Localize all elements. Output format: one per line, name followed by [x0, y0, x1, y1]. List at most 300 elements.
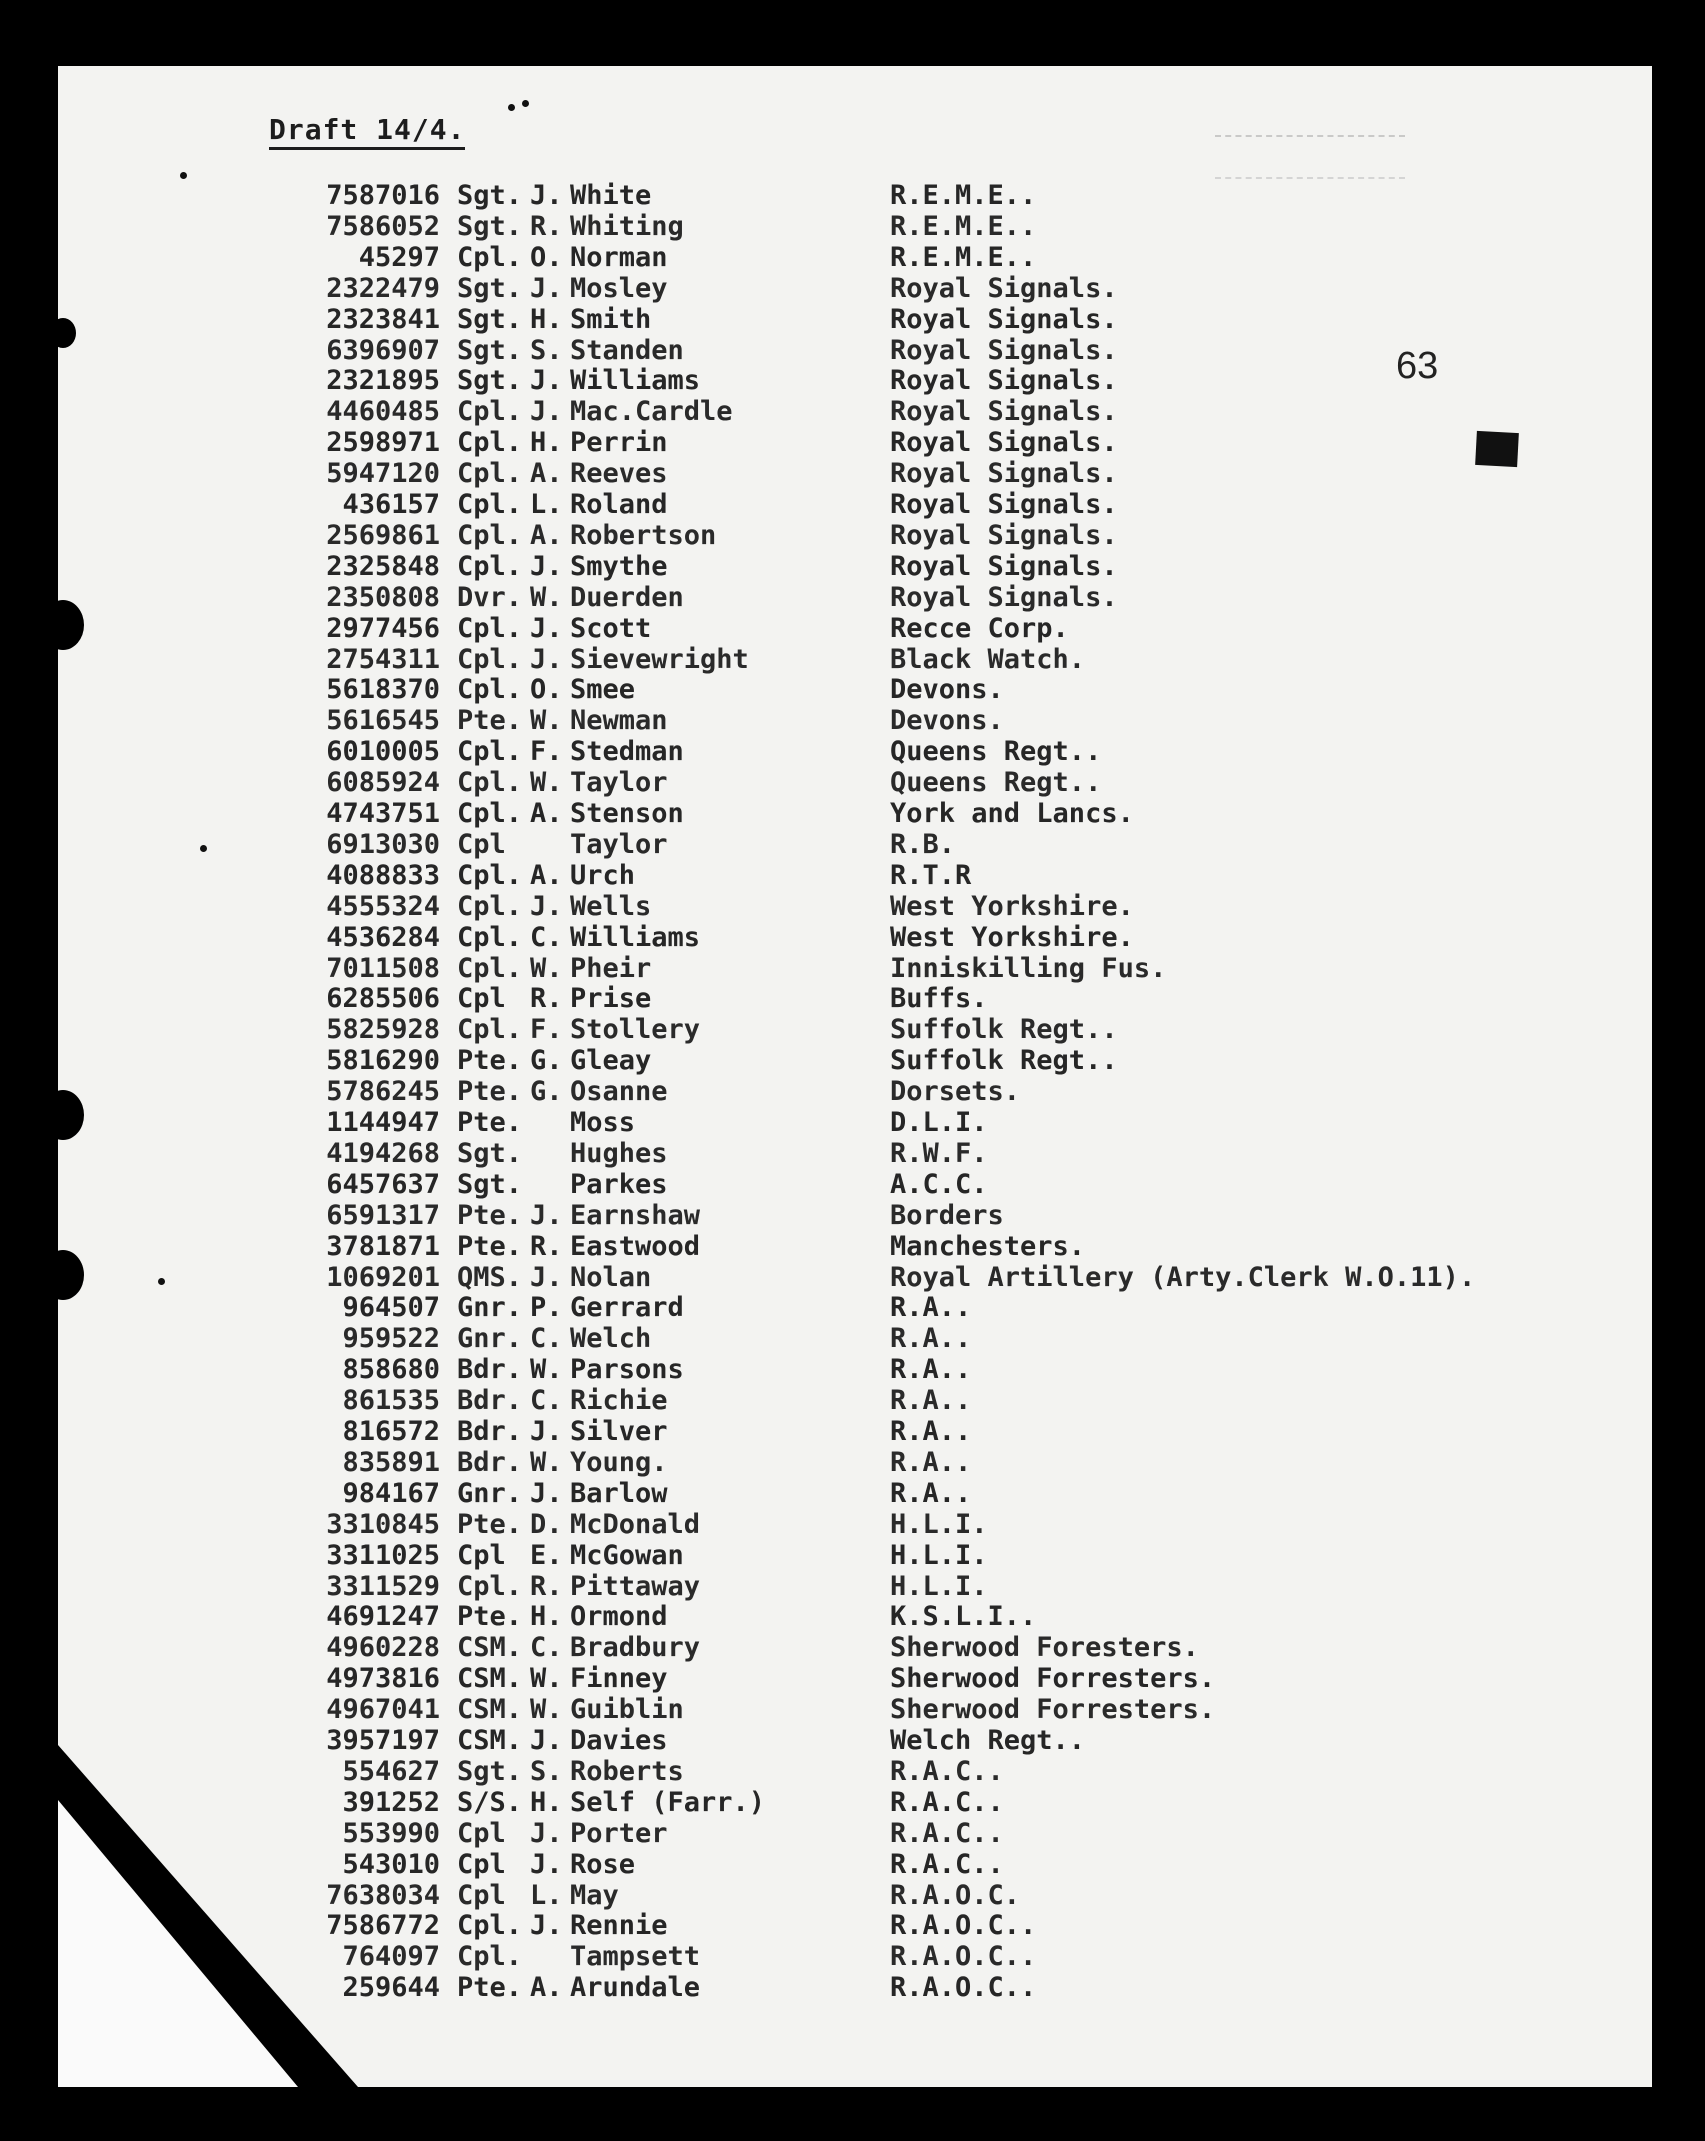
entry-surname: Silver	[570, 1416, 668, 1447]
entry-rank: Pte.	[457, 1045, 523, 1077]
entry-num: 391252	[342, 1786, 440, 1818]
entry-init: J.	[530, 1725, 563, 1756]
entry-init: W.	[530, 952, 563, 984]
list-item	[0, 1571, 1705, 1602]
list-item	[0, 304, 1705, 335]
entry-unit: Royal Artillery (Arty.Clerk W.O.11).	[890, 1261, 1476, 1293]
list-item	[0, 1694, 1705, 1725]
entry-rank: Pte.	[457, 1199, 523, 1231]
entry-num: 835891	[342, 1446, 440, 1478]
entry-num: 4743751	[326, 798, 440, 829]
list-item	[0, 1014, 1705, 1045]
list-item	[0, 180, 1705, 211]
entry-rank: Pte.	[457, 705, 523, 737]
list-item	[0, 1941, 1705, 1972]
entry-num: 4194268	[326, 1137, 440, 1169]
list-item	[0, 396, 1705, 427]
entry-unit: Devons.	[890, 705, 1004, 737]
ink-speck	[508, 104, 515, 111]
entry-init: W.	[530, 767, 563, 799]
entry-init: O.	[530, 674, 563, 706]
list-item	[0, 953, 1705, 984]
entry-unit: Royal Signals.	[890, 519, 1118, 551]
entry-surname: Arundale	[570, 1972, 701, 2004]
entry-rank: Cpl	[457, 1539, 506, 1571]
entry-rank: Sgt.	[457, 1755, 523, 1787]
list-item	[0, 427, 1705, 458]
entry-init: S.	[530, 334, 563, 366]
list-item	[0, 335, 1705, 366]
entry-num: 7586052	[326, 210, 440, 242]
entry-num: 3781871	[326, 1230, 440, 1262]
entry-init: R.	[530, 983, 563, 1015]
entry-num: 764097	[342, 1941, 440, 1973]
entry-unit: Devons.	[890, 674, 1004, 706]
entry-rank: Cpl	[457, 983, 506, 1015]
entry-surname: Parkes	[570, 1168, 668, 1200]
entry-num: 4460485	[326, 396, 440, 428]
entry-surname: Rose	[570, 1848, 636, 1880]
list-item	[0, 1478, 1705, 1509]
entry-init: L.	[530, 489, 563, 520]
entry-init: F.	[530, 736, 563, 768]
entry-surname: Taylor	[570, 828, 668, 860]
entry-num: 4536284	[326, 921, 440, 953]
entry-rank: Cpl.	[457, 427, 523, 459]
entry-num: 6010005	[326, 736, 440, 768]
entry-rank: Sgt.	[457, 303, 523, 335]
entry-rank: Cpl.	[457, 241, 523, 273]
entry-num: 2569861	[326, 519, 440, 551]
entry-num: 2754311	[326, 643, 440, 675]
entry-rank: Cpl	[457, 1879, 506, 1911]
entry-surname: Scott	[570, 612, 652, 644]
entry-init: R.	[530, 1230, 563, 1262]
entry-init: J.	[530, 1910, 563, 1942]
entry-init: J.	[530, 1817, 563, 1849]
list-item	[0, 891, 1705, 922]
list-item	[0, 860, 1705, 891]
entry-num: 4973816	[326, 1663, 440, 1695]
entry-unit: Royal Signals.	[890, 458, 1118, 490]
entry-init: J.	[530, 180, 563, 211]
entry-num: 6396907	[326, 334, 440, 366]
entry-init: R.	[530, 210, 563, 242]
entry-rank: Sgt.	[457, 1137, 523, 1169]
list-item	[0, 1200, 1705, 1231]
entry-init: E.	[530, 1539, 563, 1571]
entry-unit: R.A.O.C..	[890, 1972, 1037, 2004]
list-item	[0, 674, 1705, 705]
list-item	[0, 1756, 1705, 1787]
entry-init: J.	[530, 396, 563, 428]
entry-surname: Young.	[570, 1446, 668, 1478]
entry-init: J.	[530, 1416, 563, 1447]
entry-unit: D.L.I.	[890, 1107, 988, 1138]
entry-unit: Royal Signals.	[890, 427, 1118, 459]
entry-surname: McGowan	[570, 1539, 684, 1571]
entry-rank: Gnr.	[457, 1292, 523, 1324]
entry-surname: Prise	[570, 983, 652, 1015]
entry-rank: CSM.	[457, 1632, 523, 1664]
entry-surname: Eastwood	[570, 1230, 701, 1262]
list-item	[0, 458, 1705, 489]
entry-num: 436157	[342, 489, 440, 520]
entry-unit: R.A.C..	[890, 1786, 1004, 1818]
entry-surname: Rennie	[570, 1910, 668, 1942]
entry-init: L.	[530, 1879, 563, 1911]
entry-init: J.	[530, 1199, 563, 1231]
list-item	[0, 551, 1705, 582]
entry-rank: Cpl.	[457, 612, 523, 644]
entry-surname: Whiting	[570, 210, 684, 242]
entry-num: 7638034	[326, 1879, 440, 1911]
entry-rank: Gnr.	[457, 1323, 523, 1355]
entry-rank: Cpl.	[457, 767, 523, 799]
entry-init: G.	[530, 1045, 563, 1077]
entry-surname: McDonald	[570, 1508, 701, 1540]
entry-init: S.	[530, 1755, 563, 1787]
entry-num: 2350808	[326, 581, 440, 613]
entry-init: J.	[530, 890, 563, 922]
entry-rank: Dvr.	[457, 581, 523, 613]
entry-init: J.	[530, 1261, 563, 1293]
entry-init: R.	[530, 1570, 563, 1602]
entry-num: 2598971	[326, 427, 440, 459]
entry-rank: Pte.	[457, 1508, 523, 1540]
entry-surname: Davies	[570, 1725, 668, 1756]
entry-unit: Royal Signals.	[890, 489, 1118, 520]
entry-surname: Finney	[570, 1663, 668, 1695]
entry-surname: Guiblin	[570, 1694, 684, 1726]
list-item	[0, 520, 1705, 551]
entry-rank: Cpl.	[457, 519, 523, 551]
entry-num: 984167	[342, 1477, 440, 1509]
entry-surname: Welch	[570, 1323, 652, 1355]
list-item	[0, 211, 1705, 242]
entry-surname: Earnshaw	[570, 1199, 701, 1231]
entry-num: 1144947	[326, 1107, 440, 1138]
entry-surname: Urch	[570, 859, 636, 891]
entry-rank: Bdr.	[457, 1354, 523, 1386]
entry-init: A.	[530, 859, 563, 891]
list-item	[0, 983, 1705, 1014]
entry-rank: Bdr.	[457, 1446, 523, 1478]
entry-unit: H.L.I.	[890, 1539, 988, 1571]
entry-init: J.	[530, 1477, 563, 1509]
entry-unit: R.A..	[890, 1292, 972, 1324]
entry-num: 858680	[342, 1354, 440, 1386]
list-item	[0, 767, 1705, 798]
entry-unit: Royal Signals.	[890, 334, 1118, 366]
entry-init: W.	[530, 1354, 563, 1386]
entry-init: W.	[530, 581, 563, 613]
list-item	[0, 365, 1705, 396]
entry-surname: Smee	[570, 674, 636, 706]
entry-unit: R.A.C..	[890, 1848, 1004, 1880]
entry-rank: Pte.	[457, 1230, 523, 1262]
entry-unit: Royal Signals.	[890, 581, 1118, 613]
entry-unit: Royal Signals.	[890, 365, 1118, 397]
entry-num: 2977456	[326, 612, 440, 644]
list-item	[0, 1725, 1705, 1756]
entry-rank: Cpl.	[457, 859, 523, 891]
list-item	[0, 242, 1705, 273]
list-item	[0, 1910, 1705, 1941]
entry-unit: R.W.F.	[890, 1137, 988, 1169]
entry-surname: Williams	[570, 921, 701, 953]
entry-init: C.	[530, 1323, 563, 1355]
entry-num: 959522	[342, 1323, 440, 1355]
entry-num: 553990	[342, 1817, 440, 1849]
entry-init: D.	[530, 1508, 563, 1540]
entry-unit: Dorsets.	[890, 1076, 1021, 1108]
entry-num: 5947120	[326, 458, 440, 490]
entry-rank: Pte.	[457, 1972, 523, 2004]
entry-rank: Gnr.	[457, 1477, 523, 1509]
entry-surname: Reeves	[570, 458, 668, 490]
entry-num: 6457637	[326, 1168, 440, 1200]
entry-surname: Hughes	[570, 1137, 668, 1169]
entry-surname: Bradbury	[570, 1632, 701, 1664]
entry-surname: Osanne	[570, 1076, 668, 1108]
list-item	[0, 1787, 1705, 1818]
entry-unit: R.B.	[890, 828, 956, 860]
list-item	[0, 1231, 1705, 1262]
entry-surname: Newman	[570, 705, 668, 737]
list-item	[0, 489, 1705, 520]
entry-init: A.	[530, 458, 563, 490]
entry-num: 5825928	[326, 1014, 440, 1046]
entry-init: O.	[530, 241, 563, 273]
entry-unit: Royal Signals.	[890, 272, 1118, 304]
entry-num: 3311025	[326, 1539, 440, 1571]
list-item	[0, 798, 1705, 829]
entry-rank: Sgt.	[457, 1168, 523, 1200]
entry-num: 6913030	[326, 828, 440, 860]
entry-unit: H.L.I.	[890, 1508, 988, 1540]
entry-unit: Suffolk Regt..	[890, 1014, 1118, 1046]
entry-unit: Manchesters.	[890, 1230, 1086, 1262]
list-item	[0, 1045, 1705, 1076]
list-item	[0, 1880, 1705, 1911]
entry-surname: Smythe	[570, 550, 668, 582]
entry-unit: Buffs.	[890, 983, 988, 1015]
entry-init: H.	[530, 1601, 563, 1633]
entry-unit: R.A.O.C..	[890, 1910, 1037, 1942]
entry-surname: Robertson	[570, 519, 717, 551]
list-item	[0, 1663, 1705, 1694]
entry-num: 964507	[342, 1292, 440, 1324]
entry-surname: Nolan	[570, 1261, 652, 1293]
entry-init: C.	[530, 1385, 563, 1417]
ink-speck	[522, 100, 529, 107]
entry-num: 6591317	[326, 1199, 440, 1231]
entry-init: W.	[530, 705, 563, 737]
entry-init: P.	[530, 1292, 563, 1324]
entry-rank: Cpl.	[457, 550, 523, 582]
list-item	[0, 273, 1705, 304]
entry-unit: R.T.R	[890, 859, 972, 891]
entry-rank: Pte.	[457, 1601, 523, 1633]
entry-num: 6085924	[326, 767, 440, 799]
entry-surname: Roland	[570, 489, 668, 520]
entry-init: J.	[530, 550, 563, 582]
list-item	[0, 1601, 1705, 1632]
entry-unit: Recce Corp.	[890, 612, 1069, 644]
folio-number: 63	[1396, 345, 1439, 387]
entry-rank: Cpl.	[457, 798, 523, 829]
entry-surname: Porter	[570, 1817, 668, 1849]
entry-surname: Smith	[570, 303, 652, 335]
entry-surname: Barlow	[570, 1477, 668, 1509]
entry-unit: Royal Signals.	[890, 303, 1118, 335]
list-item	[0, 1632, 1705, 1663]
entry-surname: Norman	[570, 241, 668, 273]
entry-rank: Sgt.	[457, 272, 523, 304]
entry-unit: Royal Signals.	[890, 396, 1118, 428]
entry-init: J.	[530, 643, 563, 675]
entry-num: 543010	[342, 1848, 440, 1880]
entry-num: 6285506	[326, 983, 440, 1015]
entry-init: J.	[530, 612, 563, 644]
entry-surname: Stollery	[570, 1014, 701, 1046]
entry-rank: CSM.	[457, 1694, 523, 1726]
entry-unit: R.A..	[890, 1385, 972, 1417]
entry-unit: R.A..	[890, 1354, 972, 1386]
entry-unit: Sherwood Forresters.	[890, 1694, 1216, 1726]
entry-unit: R.A..	[890, 1416, 972, 1447]
entry-surname: Duerden	[570, 581, 684, 613]
list-item	[0, 582, 1705, 613]
entry-unit: R.A.O.C..	[890, 1941, 1037, 1973]
entry-unit: Sherwood Foresters.	[890, 1632, 1199, 1664]
entry-rank: Cpl.	[457, 396, 523, 428]
entry-init: A.	[530, 1972, 563, 2004]
entry-init: A.	[530, 519, 563, 551]
list-item	[0, 1509, 1705, 1540]
entry-rank: Cpl.	[457, 1941, 523, 1973]
entry-init: W.	[530, 1663, 563, 1695]
entry-init: J.	[530, 1848, 563, 1880]
entry-surname: Parsons	[570, 1354, 684, 1386]
entry-surname: Pheir	[570, 952, 652, 984]
list-item	[0, 1416, 1705, 1447]
list-item	[0, 1972, 1705, 2003]
entry-num: 5618370	[326, 674, 440, 706]
entry-rank: Cpl.	[457, 643, 523, 675]
entry-init: C.	[530, 921, 563, 953]
entry-rank: Sgt.	[457, 180, 523, 211]
entry-num: 5616545	[326, 705, 440, 737]
entry-rank: Cpl.	[457, 890, 523, 922]
list-item	[0, 1540, 1705, 1571]
entry-unit: R.E.M.E..	[890, 180, 1037, 211]
entry-rank: Cpl.	[457, 1570, 523, 1602]
entry-surname: Pittaway	[570, 1570, 701, 1602]
list-item	[0, 1138, 1705, 1169]
entry-init: F.	[530, 1014, 563, 1046]
list-item	[0, 829, 1705, 860]
entry-unit: R.A..	[890, 1446, 972, 1478]
entry-unit: R.A.C..	[890, 1755, 1004, 1787]
entry-rank: Cpl	[457, 1848, 506, 1880]
entry-num: 4967041	[326, 1694, 440, 1726]
entry-unit: R.A..	[890, 1477, 972, 1509]
list-item	[0, 705, 1705, 736]
entry-rank: QMS.	[457, 1261, 523, 1293]
page-heading: Draft 14/4.	[269, 113, 465, 150]
entry-unit: Welch Regt..	[890, 1725, 1086, 1756]
entry-num: 2321895	[326, 365, 440, 397]
list-item	[0, 613, 1705, 644]
entry-num: 861535	[342, 1385, 440, 1417]
entry-rank: Cpl.	[457, 489, 523, 520]
entry-unit: R.A..	[890, 1323, 972, 1355]
entry-init: W.	[530, 1694, 563, 1726]
entry-num: 5786245	[326, 1076, 440, 1108]
entry-surname: Ormond	[570, 1601, 668, 1633]
entry-num: 4691247	[326, 1601, 440, 1633]
entry-num: 259644	[342, 1972, 440, 2004]
entry-num: 3310845	[326, 1508, 440, 1540]
entry-rank: Sgt.	[457, 365, 523, 397]
list-item	[0, 1107, 1705, 1138]
entry-unit: R.A.O.C.	[890, 1879, 1021, 1911]
entry-unit: Queens Regt..	[890, 736, 1102, 768]
entry-init: G.	[530, 1076, 563, 1108]
entry-num: 4960228	[326, 1632, 440, 1664]
list-item	[0, 1076, 1705, 1107]
entry-rank: Sgt.	[457, 334, 523, 366]
entry-rank: Cpl.	[457, 1910, 523, 1942]
entry-num: 816572	[342, 1416, 440, 1447]
entry-surname: Sievewright	[570, 643, 749, 675]
entry-unit: Royal Signals.	[890, 550, 1118, 582]
entry-init: C.	[530, 1632, 563, 1664]
entry-surname: Stenson	[570, 798, 684, 829]
list-item	[0, 1292, 1705, 1323]
entry-num: 2325848	[326, 550, 440, 582]
entry-init: J.	[530, 272, 563, 304]
entry-rank: Bdr.	[457, 1416, 523, 1447]
entry-surname: Richie	[570, 1385, 668, 1417]
entry-num: 45297	[358, 241, 440, 273]
entry-rank: Cpl.	[457, 921, 523, 953]
entry-surname: Tampsett	[570, 1941, 701, 1973]
list-item	[0, 1323, 1705, 1354]
entry-init: H.	[530, 427, 563, 459]
entry-unit: Sherwood Forresters.	[890, 1663, 1216, 1695]
entry-init: A.	[530, 798, 563, 829]
entry-surname: Self (Farr.)	[570, 1786, 766, 1818]
entry-num: 7587016	[326, 180, 440, 211]
entry-surname: Roberts	[570, 1755, 684, 1787]
entry-unit: R.E.M.E..	[890, 210, 1037, 242]
entry-unit: Black Watch.	[890, 643, 1086, 675]
entry-rank: Bdr.	[457, 1385, 523, 1417]
list-item	[0, 1169, 1705, 1200]
entry-unit: H.L.I.	[890, 1570, 988, 1602]
entry-unit: Borders	[890, 1199, 1004, 1231]
entry-surname: Gleay	[570, 1045, 652, 1077]
list-item	[0, 1385, 1705, 1416]
entry-rank: Cpl.	[457, 736, 523, 768]
entry-rank: Cpl.	[457, 1014, 523, 1046]
entry-num: 7011508	[326, 952, 440, 984]
entry-num: 2322479	[326, 272, 440, 304]
ink-speck	[180, 172, 187, 179]
